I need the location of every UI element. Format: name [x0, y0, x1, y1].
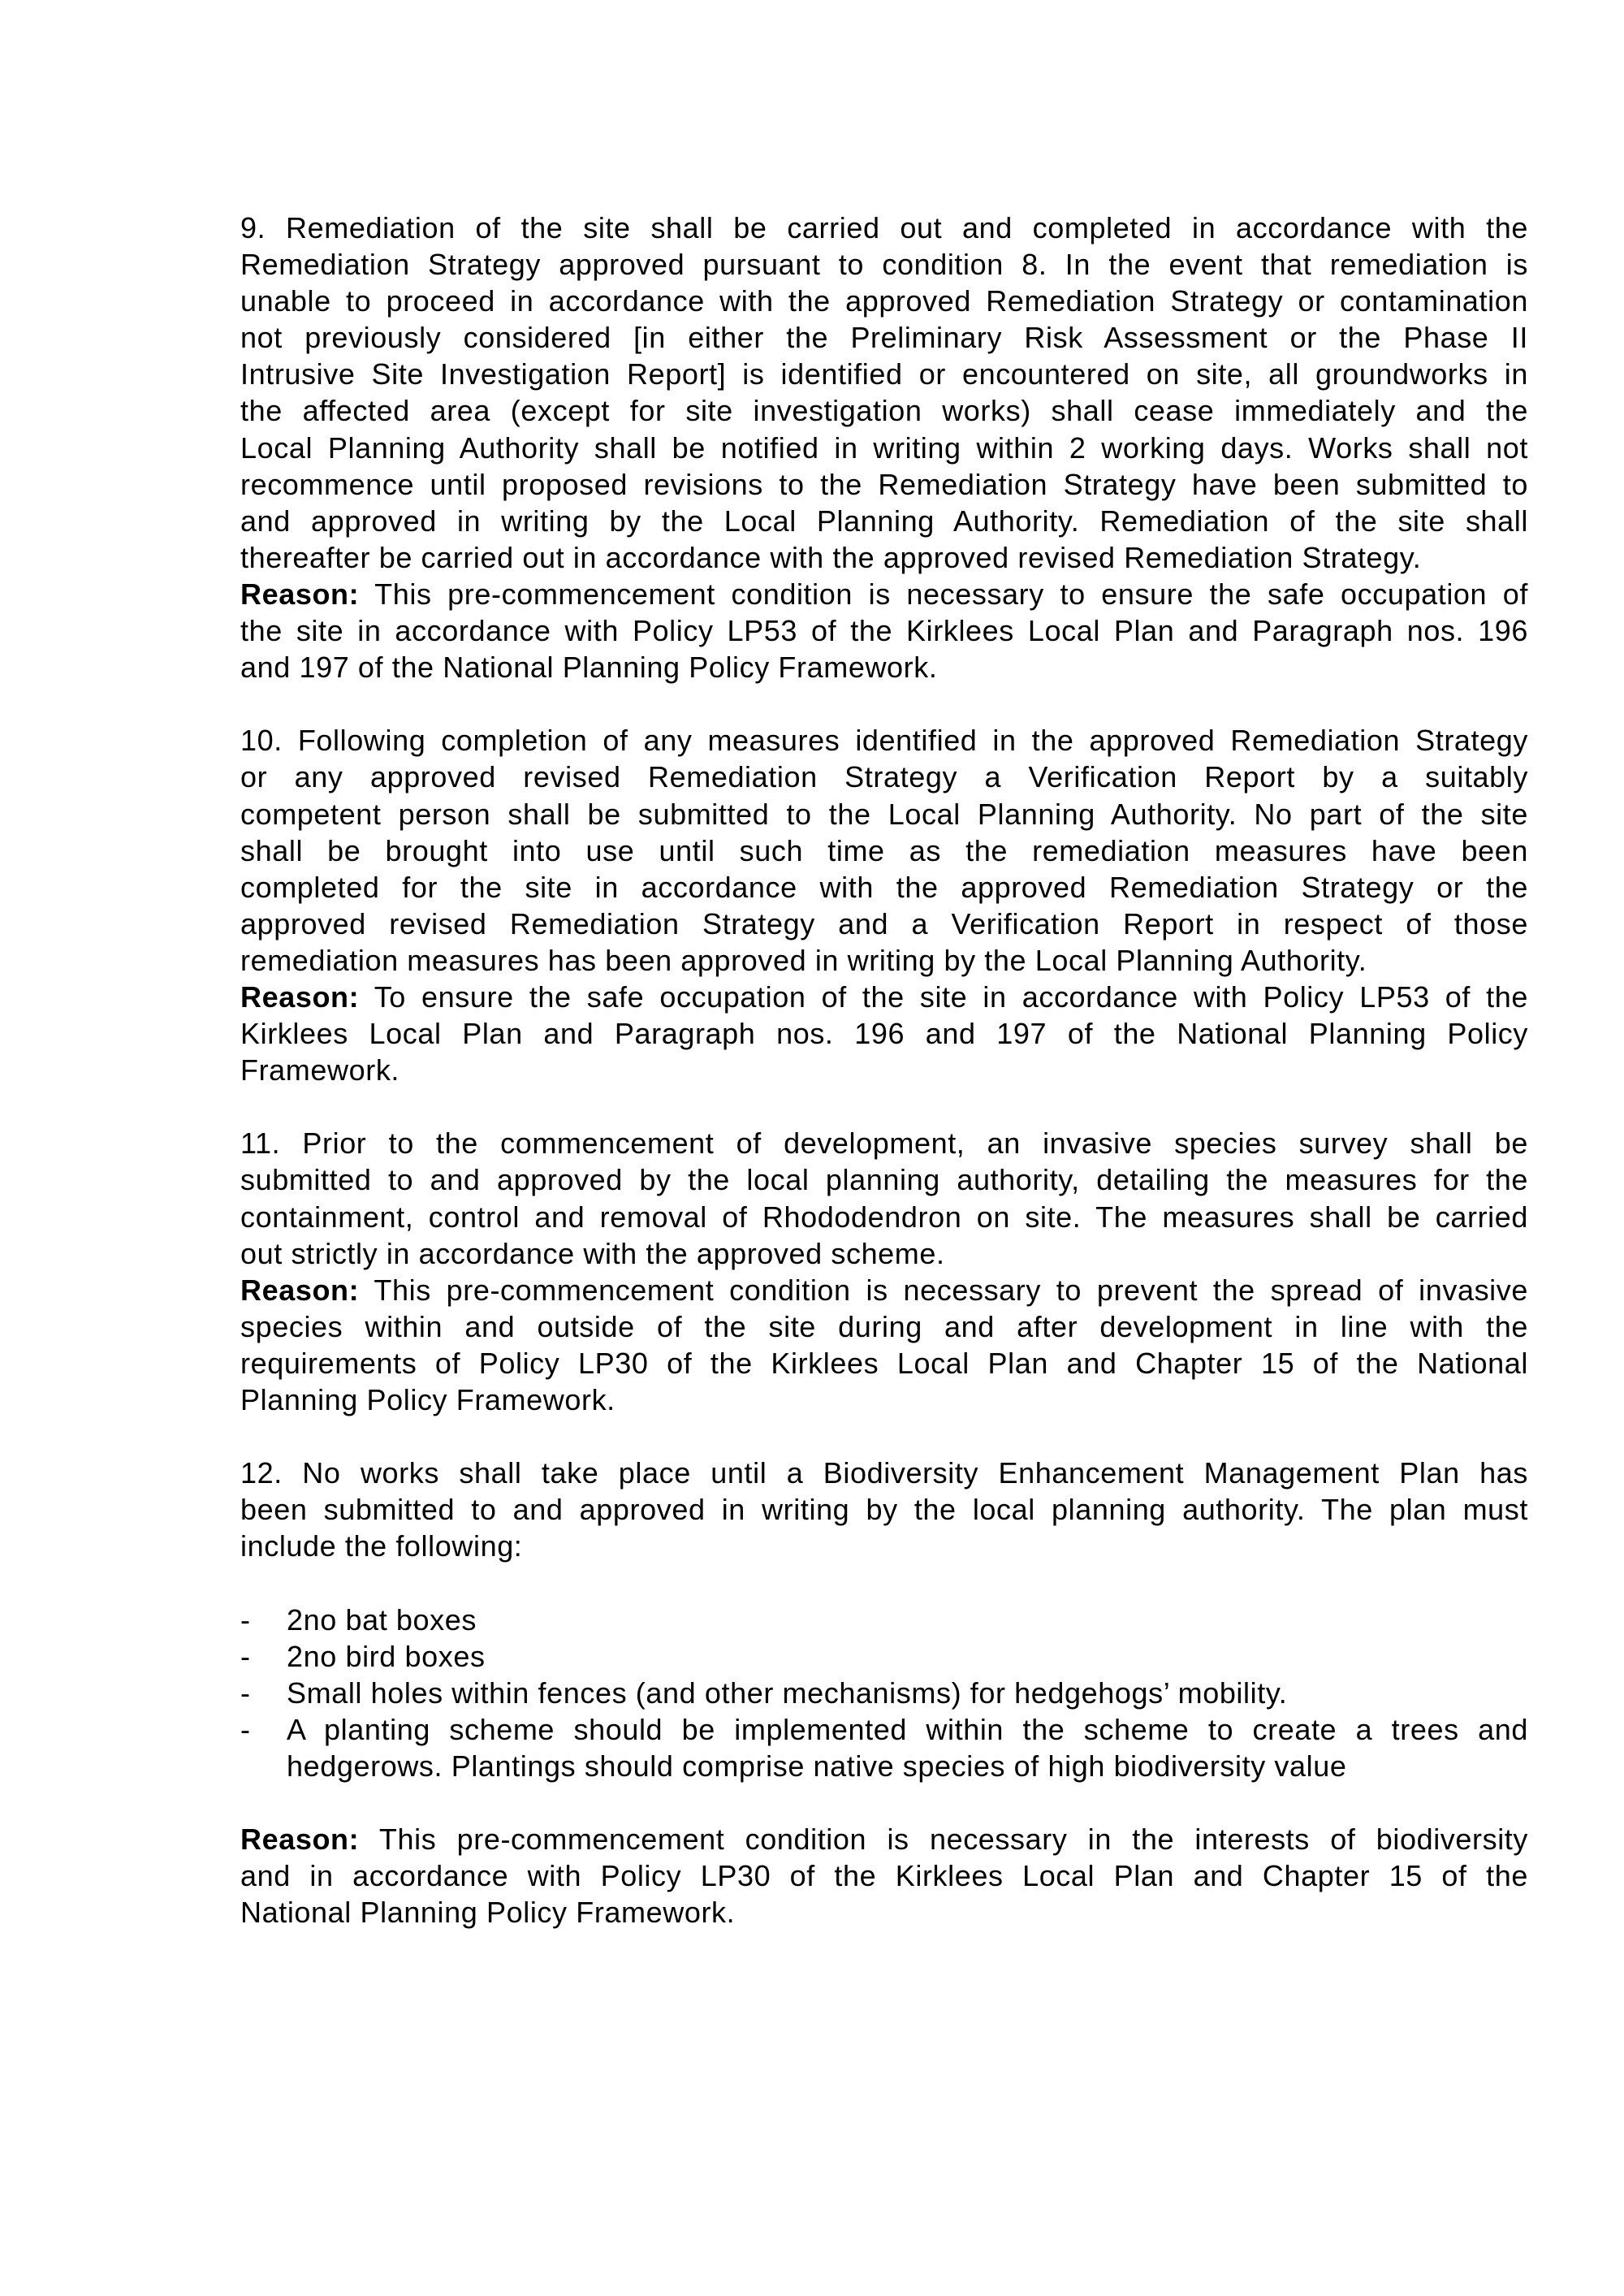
- list-item-text: Small holes within fences (and other mechanisms) for hedgehogs’ mobility.: [287, 1676, 1288, 1710]
- condition-12-reason: [240, 1821, 1528, 1857]
- condition-10-reason-line: Kirklees Local Plan and Paragraph nos. 196 and 197 of the National Planning Policy: [240, 1017, 1528, 1051]
- condition-10-line: or any approved revised Remediation Strategy a Verification Report by a suitably: [240, 760, 1528, 794]
- condition-9-line: not previously considered [in either the Preliminary Risk Assessment or the Phase II: [240, 321, 1528, 355]
- reason-text: To ensure the safe occupation of the site in accordance with Policy LP53 of the: [359, 979, 1528, 1014]
- list-item-text: hedgerows. Plantings should comprise native species of high biodiversity value: [287, 1749, 1347, 1783]
- condition-12-line: 12. No works shall take place until a Biodiversity Enhancement Management Plan has: [240, 1456, 1528, 1490]
- condition-12-reason-block: [240, 1821, 1528, 1931]
- list-item: [240, 1638, 1528, 1675]
- condition-9-reason: [240, 576, 1528, 612]
- condition-9-line: recommence until proposed revisions to the Remediation Strategy have been submitted to: [240, 467, 1528, 501]
- condition-10-reason: [240, 979, 1528, 1015]
- dash-bullet-icon: -: [240, 1676, 251, 1710]
- reason-text: This pre-commencement condition is necessary to prevent the spread of invasive: [359, 1273, 1528, 1307]
- condition-9-reason-line: the site in accordance with Policy LP53 of the Kirklees Local Plan and Paragraph nos. 196: [240, 614, 1528, 648]
- condition-12: [240, 1455, 1528, 1564]
- condition-12-reason-line: and in accordance with Policy LP30 of the Kirklees Local Plan and Chapter 15 of the: [240, 1859, 1528, 1893]
- condition-11-line: out strictly in accordance with the approved scheme.: [240, 1236, 945, 1270]
- dash-bullet-icon: -: [240, 1639, 251, 1673]
- condition-11-line: 11. Prior to the commencement of development, an invasive species survey shall be: [240, 1126, 1528, 1161]
- condition-10-reason-line: Framework.: [240, 1053, 400, 1087]
- condition-9-line: unable to proceed in accordance with the approved Remediation Strategy or contamination: [240, 284, 1528, 318]
- list-item: [240, 1675, 1528, 1711]
- list-item-text: 2no bat boxes: [287, 1602, 477, 1637]
- condition-10-line: 10. Following completion of any measures identified in the approved Remediation Strategy: [240, 724, 1528, 758]
- reason-label: Reason:: [240, 1273, 360, 1307]
- document-page: [240, 210, 1528, 1968]
- condition-9-line: thereafter be carried out in accordance with the approved revised Remediation Strategy.: [240, 540, 1422, 574]
- reason-text: This pre-commencement condition is necessary to ensure the safe occupation of: [359, 577, 1528, 611]
- condition-12-line: been submitted to and approved in writing by the local planning authority. The plan must: [240, 1493, 1528, 1527]
- condition-10-line: remediation measures has been approved in writing by the Local Planning Authority.: [240, 943, 1367, 977]
- reason-label: Reason:: [240, 1823, 360, 1857]
- list-item-text: A planting scheme should be implemented within the scheme to create a trees and: [287, 1712, 1528, 1746]
- condition-11-reason-line: Planning Policy Framework.: [240, 1383, 615, 1416]
- condition-10-line: approved revised Remediation Strategy and a Verification Report in respect of those: [240, 906, 1528, 940]
- condition-9-line: Remediation Strategy approved pursuant to condition 8. In the event that remediation is: [240, 248, 1528, 282]
- condition-9-reason-line: and 197 of the National Planning Policy Framework.: [240, 651, 938, 685]
- condition-11-reason: [240, 1272, 1528, 1308]
- condition-11-line: containment, control and removal of Rhododendron on site. The measures shall be carried: [240, 1200, 1528, 1234]
- condition-9-line: Local Planning Authority shall be notified in writing within 2 working days. Works shall not: [240, 430, 1528, 465]
- list-item-text: 2no bird boxes: [287, 1639, 486, 1673]
- condition-11: [240, 1125, 1528, 1418]
- reason-text: This pre-commencement condition is necessary in the interests of biodiversity: [359, 1823, 1528, 1857]
- biodiversity-measures-list: [240, 1602, 1528, 1784]
- condition-9-line: Intrusive Site Investigation Report] is identified or encountered on site, all groundworks in: [240, 357, 1528, 391]
- reason-label: Reason:: [240, 577, 360, 611]
- reason-label: Reason:: [240, 979, 360, 1014]
- list-item: [240, 1711, 1528, 1784]
- condition-12-reason-line: National Planning Policy Framework.: [240, 1896, 736, 1930]
- condition-11-reason-line: species within and outside of the site during and after development in line with the: [240, 1309, 1528, 1343]
- dash-bullet-icon: -: [240, 1712, 251, 1746]
- condition-10-line: completed for the site in accordance with the approved Remediation Strategy or the: [240, 870, 1528, 904]
- dash-bullet-icon: -: [240, 1602, 251, 1637]
- condition-9: [240, 210, 1528, 685]
- condition-9-line: and approved in writing by the Local Planning Authority. Remediation of the site shall: [240, 504, 1528, 538]
- condition-9-line: 9. Remediation of the site shall be carried out and completed in accordance with the: [240, 211, 1528, 244]
- condition-9-line: the affected area (except for site investigation works) shall cease immediately and the: [240, 394, 1528, 428]
- list-item: [240, 1602, 1528, 1638]
- condition-10-line: competent person shall be submitted to the Local Planning Authority. No part of the site: [240, 797, 1528, 831]
- condition-10: [240, 722, 1528, 1088]
- condition-12-line: include the following:: [240, 1529, 523, 1563]
- condition-10-line: shall be brought into use until such time as the remediation measures have been: [240, 833, 1528, 867]
- condition-11-reason-line: requirements of Policy LP30 of the Kirklees Local Plan and Chapter 15 of the National: [240, 1346, 1528, 1380]
- condition-11-line: submitted to and approved by the local planning authority, detailing the measures for the: [240, 1163, 1528, 1197]
